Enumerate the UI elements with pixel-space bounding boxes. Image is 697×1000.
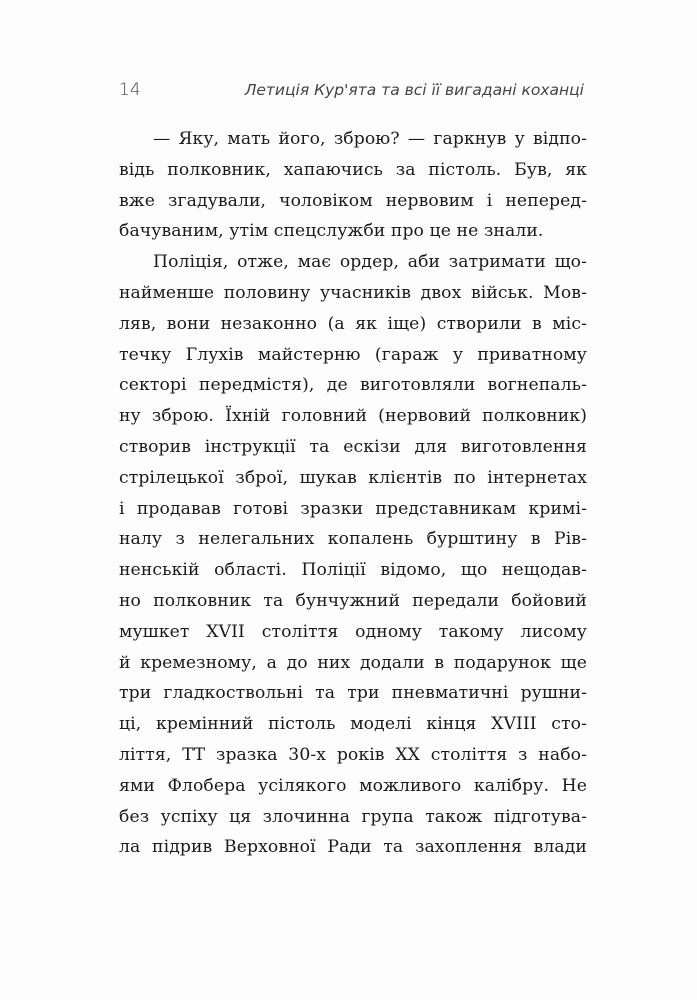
text-line: ці, кремінний пістоль моделі кінця XVIII сто- <box>119 714 587 735</box>
body-text <box>119 124 587 863</box>
paragraph-2 <box>119 247 587 863</box>
text-line: ями Флобера усілякого можливого калібру. Не <box>119 775 587 796</box>
text-line: мушкет XVII століття одному такому лисому <box>119 621 587 642</box>
text-line: три гладкоствольні та три пневматичні рушни- <box>119 683 587 704</box>
text-line: ліття, ТТ зразка 30-х років XX століття з набо- <box>119 744 587 765</box>
text-line: ляв, вони незаконно (а як іще) створили в міс- <box>119 313 587 334</box>
text-line: й кремезному, а до них додали в подарунок ще <box>119 652 587 673</box>
text-line: створив інструкції та ескізи для виготовлення <box>119 436 587 457</box>
text-line: відь полковник, хапаючись за пістоль. Був, як <box>119 159 587 180</box>
text-line: вже згадували, чоловіком нервовим і неперед- <box>119 190 587 211</box>
text-line: — Яку, мать його, зброю? — гаркнув у відпо- <box>153 129 587 149</box>
text-line: без успіху ця злочинна група також підготува- <box>119 806 587 827</box>
text-line: но полковник та бунчужний передали бойовий <box>119 590 587 611</box>
text-line: налу з нелегальних копалень бурштину в Рів- <box>119 529 587 550</box>
text-line: ненській області. Поліції відомо, що нещодав- <box>119 560 587 581</box>
text-line: Поліція, отже, має ордер, аби затримати що- <box>153 252 587 273</box>
text-line: стрілецької зброї, шукав клієнтів по інтернетах <box>119 467 587 488</box>
text-line: ла підрив Верховної Ради та захоплення влади <box>119 837 587 858</box>
text-line: бачуваним, утім спецслужби про це не знали. <box>119 221 544 242</box>
text-line: і продавав готові зразки представникам кримі- <box>119 498 587 519</box>
text-line: найменше половину учасників двох військ. Мов- <box>119 282 587 303</box>
text-line: секторі передмістя), де виготовляли вогнепаль- <box>119 375 587 396</box>
page-number: 14 <box>119 80 141 100</box>
page-header <box>119 80 584 104</box>
text-line: течку Глухів майстерню (гараж у приватному <box>119 344 587 365</box>
paragraph-1 <box>119 124 587 247</box>
running-title: Летиція Кур'ята та всі її вигадані коханці <box>244 81 584 99</box>
text-line: ну зброю. Їхній головний (нервовий полковник) <box>119 406 587 427</box>
